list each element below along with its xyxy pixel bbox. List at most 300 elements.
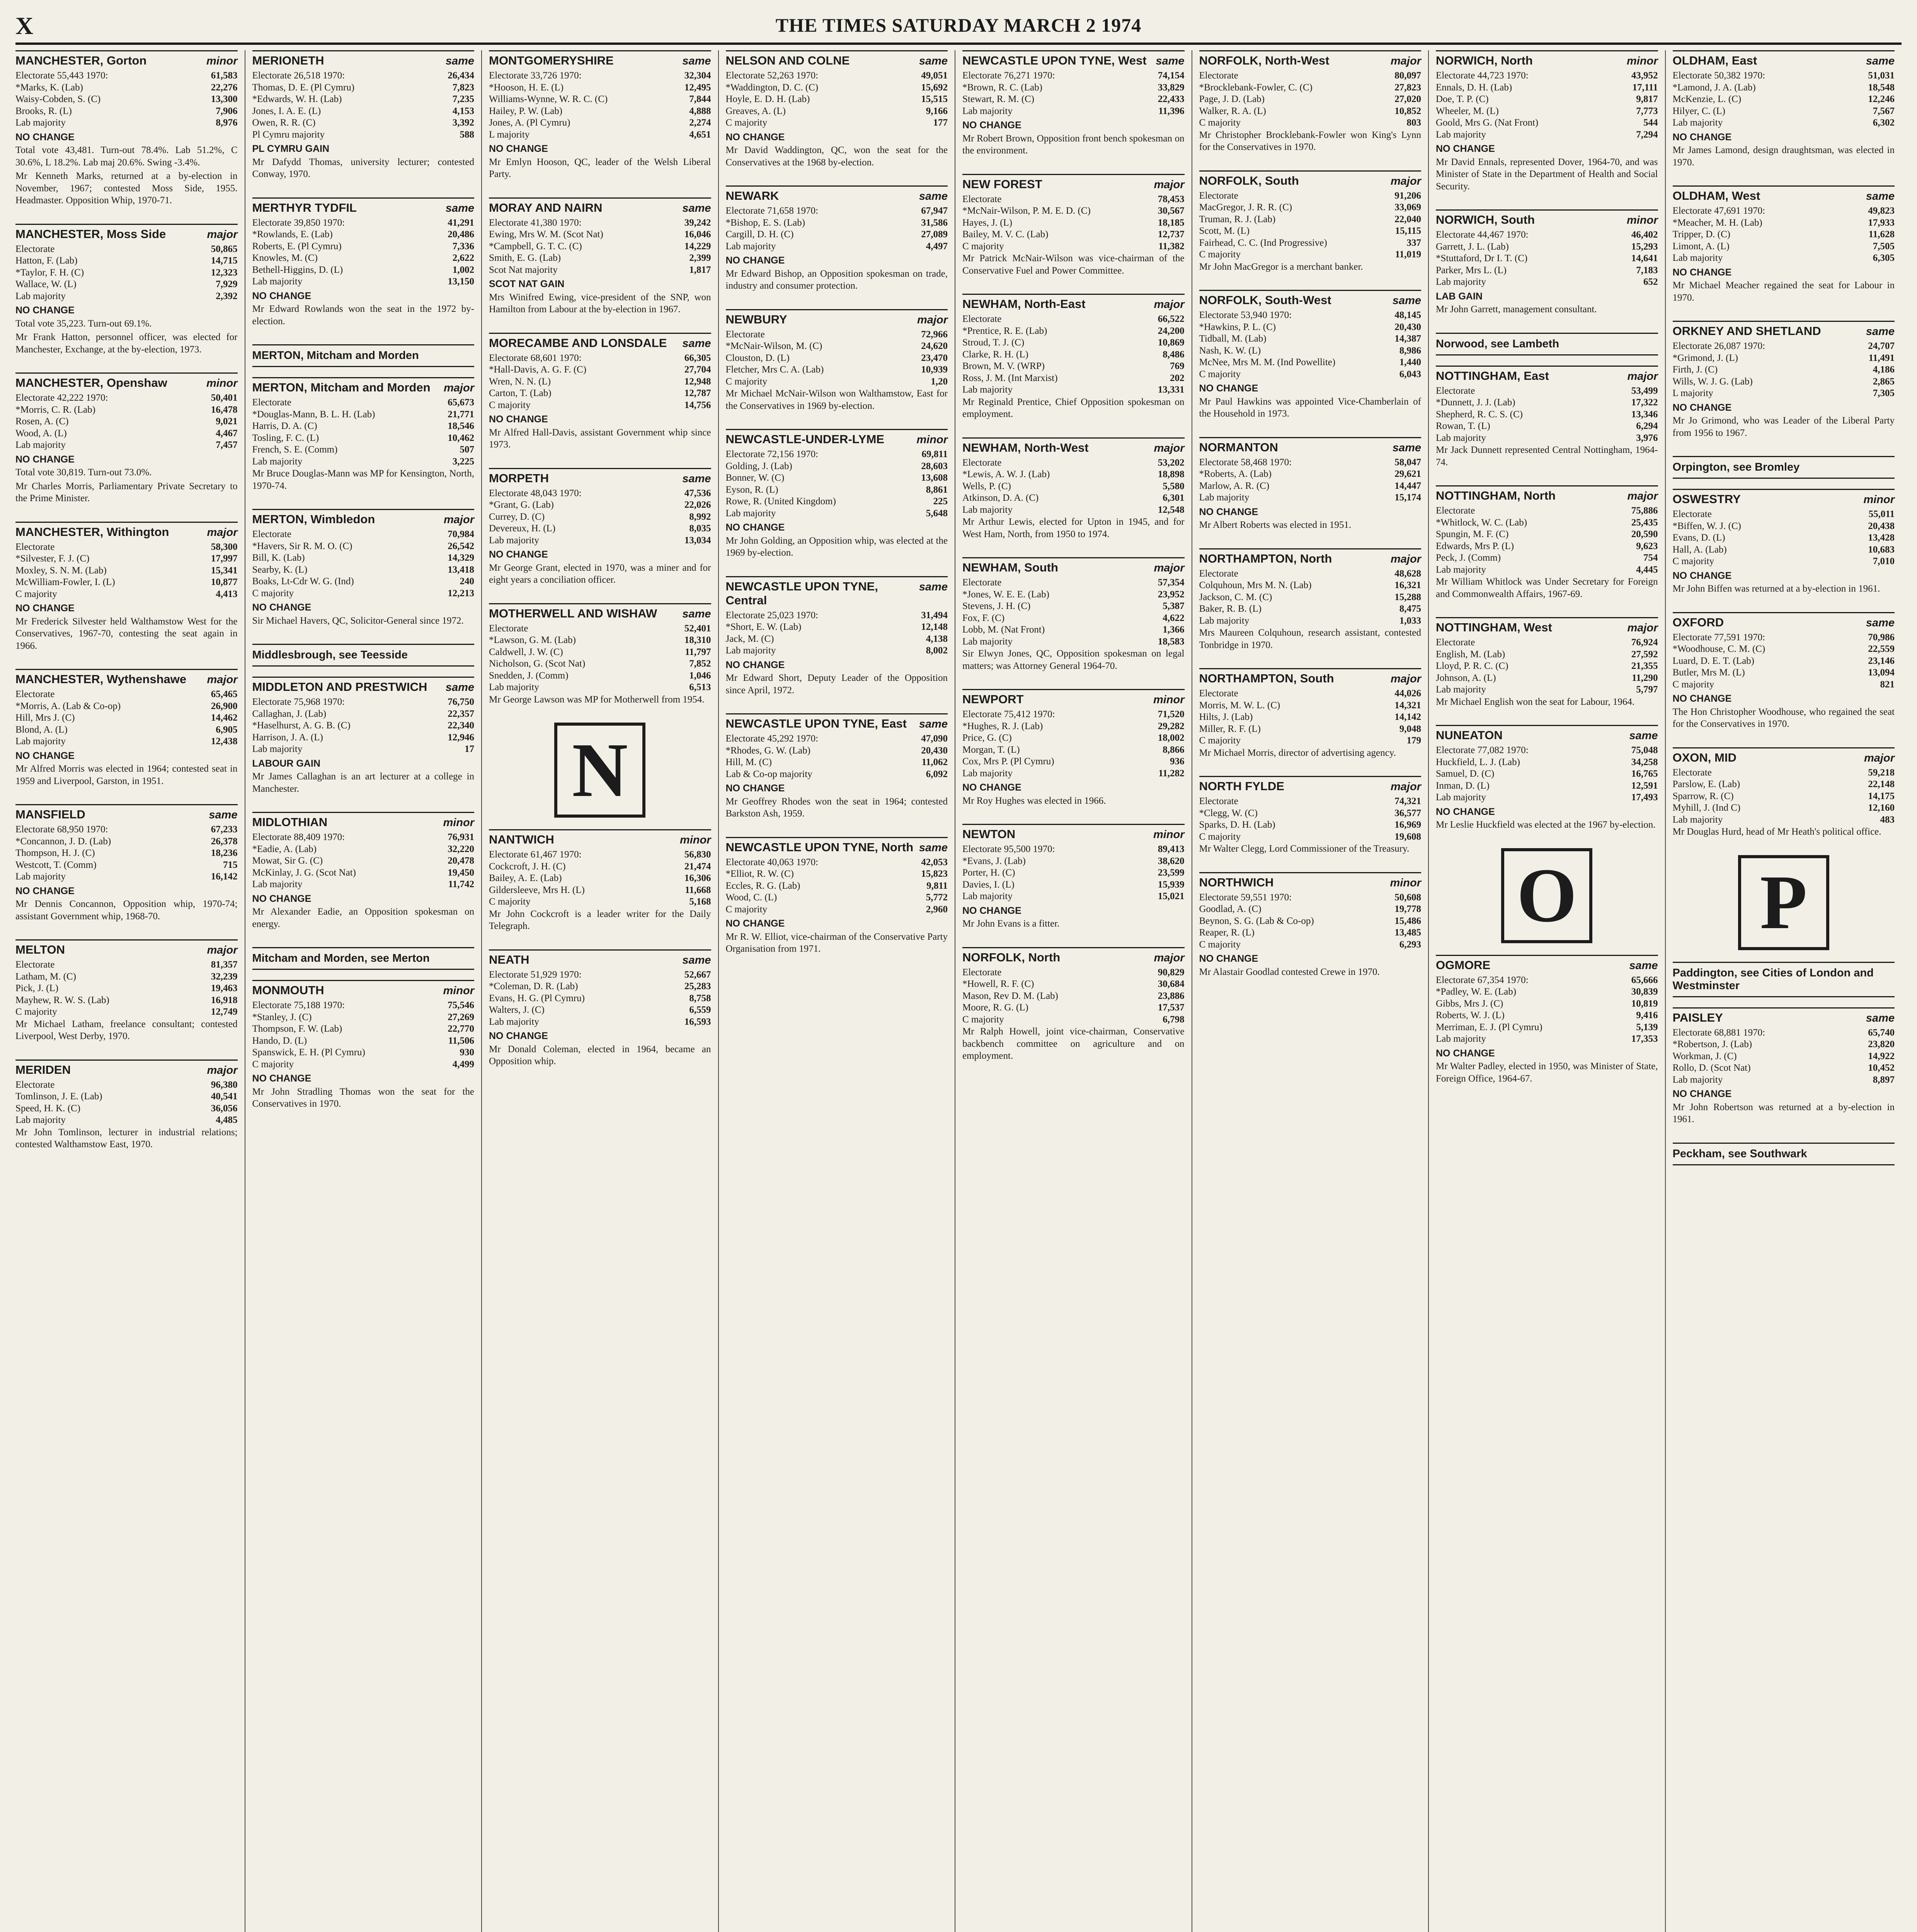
result-line (15, 243, 238, 255)
result-value: 3,392 (452, 117, 474, 128)
result-value: 58,300 (211, 541, 238, 552)
result-text: Mr Edward Short, Deputy Leader of the Opposition since April, 1972. (725, 673, 948, 696)
result-line (1436, 660, 1658, 672)
result-value: 89,413 (1158, 844, 1185, 854)
result-label: C majority (1199, 831, 1241, 842)
constituency-header (15, 939, 238, 957)
constituency-header (252, 980, 475, 997)
result-line (1436, 1022, 1658, 1034)
result-value: 11,062 (921, 757, 948, 767)
result-label: Electorate (962, 314, 1002, 324)
result-value: 81,357 (211, 959, 238, 970)
result-label: Eccles, R. G. (Lab) (725, 880, 800, 891)
result-value: 14,387 (1394, 333, 1421, 344)
result-line (252, 588, 475, 600)
constituency-body (15, 541, 238, 652)
result-line (1436, 529, 1658, 541)
result-line (962, 504, 1185, 516)
result-text: Mr Dennis Concannon, Opposition whip, 1970-74; assistant Government whip, 1968-70. (15, 899, 238, 922)
result-line (252, 832, 475, 844)
result-change: NO CHANGE (252, 290, 312, 301)
result-line (1673, 544, 1895, 556)
constituency-header (726, 837, 948, 854)
result-line (489, 884, 711, 896)
constituency-header (252, 509, 475, 526)
result-line (1199, 939, 1422, 951)
result-value: 42,053 (921, 857, 948, 867)
result-label: *Roberts, A. (Lab) (1199, 469, 1272, 479)
result-line (15, 577, 238, 588)
result-label: Lab majority (15, 1115, 66, 1125)
result-value: 18,310 (684, 635, 711, 645)
result-change: NO CHANGE (962, 905, 1021, 916)
result-line (726, 241, 948, 253)
result-value: 5,772 (926, 892, 948, 903)
result-value: 13,485 (1394, 927, 1421, 938)
result-label: Lab majority (962, 384, 1013, 395)
result-line (962, 978, 1185, 990)
result-label: Electorate (962, 457, 1002, 468)
constituency-entry (489, 333, 711, 451)
result-line (726, 461, 948, 473)
constituency-body (962, 844, 1185, 930)
result-line (962, 721, 1185, 733)
result-label: Electorate 75,412 1970: (962, 709, 1055, 719)
result-value: 6,294 (1636, 421, 1658, 431)
result-value: 19,608 (1394, 831, 1421, 842)
result-line (962, 589, 1185, 601)
constituency-body (726, 329, 948, 412)
result-label: Tidball, M. (Lab) (1199, 333, 1267, 344)
result-line (1436, 637, 1658, 649)
result-line (1673, 520, 1895, 532)
column-7 (1428, 50, 1665, 1932)
result-value: 7,010 (1873, 556, 1895, 566)
result-value: 96,380 (211, 1079, 238, 1090)
result-label: C majority (1199, 939, 1241, 950)
result-label: *Lewis, A. W. J. (Lab) (962, 469, 1050, 480)
constituency-entry (15, 939, 238, 1043)
result-line (962, 967, 1185, 979)
result-label: Bonner, W. (C) (725, 473, 785, 483)
constituency-entry (962, 689, 1185, 807)
result-label: Reaper, R. (L) (1199, 927, 1255, 938)
result-value: 6,301 (1163, 493, 1185, 503)
result-value: 14,462 (211, 713, 238, 723)
result-line (962, 372, 1185, 384)
change-status: major (1154, 442, 1185, 454)
result-line (962, 636, 1185, 648)
result-line (252, 541, 475, 553)
result-line (252, 276, 475, 288)
result-label: Hilyer, C. (L) (1672, 105, 1725, 116)
result-value: 11,742 (448, 879, 474, 889)
result-line (15, 279, 238, 291)
result-line (726, 449, 948, 461)
result-value: 26,900 (211, 701, 238, 711)
result-label: Electorate (15, 541, 55, 552)
result-value: 12,737 (1158, 229, 1185, 240)
result-value: 3,225 (452, 456, 474, 467)
constituency-header (15, 669, 238, 686)
result-value: 10,462 (448, 432, 474, 443)
result-label: Roberts, W. J. (L) (1436, 1010, 1505, 1020)
result-line (1436, 768, 1658, 780)
change-status: same (209, 809, 238, 821)
result-label: C majority (1199, 369, 1241, 379)
constituency-header (726, 50, 948, 68)
result-line (962, 879, 1185, 891)
result-change: NO CHANGE (489, 143, 548, 154)
result-line (15, 1103, 238, 1115)
result-line (489, 376, 711, 388)
constituency-entry (489, 829, 711, 932)
result-value: 1,366 (1163, 624, 1185, 635)
result-value: 14,447 (1394, 480, 1421, 491)
constituency-name: NORTHAMPTON, South (1199, 672, 1334, 685)
result-value: 11,382 (1158, 241, 1185, 252)
result-label: Greaves, A. (L) (725, 105, 786, 116)
result-line (15, 1079, 238, 1091)
result-value: 67,947 (921, 206, 948, 216)
result-label: C majority (962, 1014, 1004, 1025)
constituency-name: NEWHAM, North-East (962, 297, 1086, 311)
result-label: Atkinson, D. A. (C) (962, 493, 1039, 503)
result-line (726, 621, 948, 633)
constituency-header (15, 50, 238, 68)
result-line (1199, 105, 1422, 117)
result-value: 19,778 (1394, 904, 1421, 914)
result-label: Davies, I. (L) (962, 879, 1015, 890)
result-line (726, 904, 948, 916)
result-line (252, 117, 475, 129)
constituency-body (489, 849, 711, 932)
result-line (1673, 1027, 1895, 1039)
result-label: Merriman, E. J. (Pl Cymru) (1436, 1022, 1542, 1032)
result-line (252, 732, 475, 744)
result-label: Wills, W. J. G. (Lab) (1672, 376, 1753, 387)
result-value: 53,499 (1631, 385, 1658, 396)
result-label: Luard, D. E. T. (Lab) (1672, 655, 1754, 666)
result-line (489, 1004, 711, 1016)
constituency-name: MANCHESTER, Openshaw (15, 376, 167, 389)
result-value: 22,559 (1868, 644, 1895, 654)
result-label: Electorate 68,881 1970: (1672, 1027, 1765, 1038)
result-value: 225 (933, 496, 948, 507)
constituency-entry (726, 429, 948, 559)
constituency-entry (489, 949, 711, 1068)
constituency-header (1673, 1007, 1895, 1025)
constituency-body (1673, 767, 1895, 838)
constituency-name: NEWCASTLE UPON TYNE, West (962, 54, 1147, 67)
result-label: Hoyle, E. D. H. (Lab) (725, 94, 810, 104)
result-line (962, 844, 1185, 855)
result-value: 11,396 (1158, 105, 1185, 116)
change-status: major (1391, 175, 1421, 187)
result-line (252, 552, 475, 564)
constituency-body (1673, 205, 1895, 304)
result-label: Electorate 53,940 1970: (1199, 310, 1292, 320)
result-label: *Coleman, D. R. (Lab) (489, 981, 578, 992)
constituency-body (962, 577, 1185, 672)
result-label: *Biffen, W. J. (C) (1672, 520, 1741, 531)
result-label: Ennals, D. H. (Lab) (1436, 82, 1512, 93)
result-change: NO CHANGE (725, 783, 785, 794)
constituency-body (1199, 310, 1422, 420)
result-line (962, 867, 1185, 879)
result-value: 31,494 (921, 610, 948, 621)
result-line (1199, 927, 1422, 939)
constituency-entry (962, 557, 1185, 672)
result-line (15, 392, 238, 404)
result-text: Mr Walter Padley, elected in 1950, was Minister of State, Foreign Office, 1964-67. (1436, 1061, 1658, 1084)
result-label: Lab majority (1436, 684, 1486, 695)
result-value: 65,666 (1631, 975, 1658, 985)
constituency-entry (726, 576, 948, 697)
result-label: Tosling, F. C. (L) (252, 432, 319, 443)
change-status: major (207, 1064, 238, 1077)
constituency-header (252, 50, 475, 68)
result-label: McWilliam-Fowler, I. (L) (15, 577, 115, 587)
result-label: Lab majority (489, 1016, 539, 1027)
result-line (1436, 998, 1658, 1010)
result-line (489, 535, 711, 547)
constituency-entry (1199, 872, 1422, 978)
result-line (15, 267, 238, 279)
result-line (252, 564, 475, 576)
result-line (1673, 217, 1895, 229)
result-value: 240 (460, 576, 474, 587)
result-value: 20,590 (1631, 529, 1658, 539)
result-line (726, 484, 948, 496)
result-line (1673, 814, 1895, 826)
constituency-name: NEATH (489, 952, 529, 966)
result-value: 22,340 (448, 720, 474, 731)
result-value: 14,922 (1868, 1051, 1895, 1061)
result-line (1436, 105, 1658, 117)
result-line (1673, 643, 1895, 655)
result-line (1673, 117, 1895, 129)
result-line (1673, 229, 1895, 241)
result-value: 46,402 (1631, 230, 1658, 240)
result-label: Pick, J. (L) (15, 983, 59, 993)
result-line (489, 682, 711, 694)
result-value: 754 (1643, 553, 1658, 563)
result-change: NO CHANGE (725, 659, 785, 670)
result-line (1436, 541, 1658, 553)
result-value: 65,465 (211, 689, 238, 699)
change-status: major (1391, 673, 1421, 685)
result-label: Electorate 42,222 1970: (15, 393, 108, 403)
result-text: Mr Michael Latham, freelance consultant; contested Liverpool, West Derby, 1970. (15, 1019, 238, 1041)
result-label: McKenzie, L. (C) (1672, 94, 1742, 104)
result-line (15, 553, 238, 565)
result-label: C majority (962, 241, 1004, 252)
result-text: Mr Patrick McNair-Wilson was vice-chairman of the Conservative Fuel and Power Committee. (962, 253, 1185, 276)
result-label: Electorate 26,518 1970: (252, 70, 345, 81)
result-label: Electorate 68,950 1970: (15, 824, 108, 835)
result-line (489, 364, 711, 376)
result-text: Mr Dafydd Thomas, university lecturer; contested Conway, 1970. (252, 156, 474, 179)
result-value: 70,986 (1868, 632, 1895, 643)
result-label: Stevens, J. H. (C) (962, 601, 1031, 611)
constituency-name: NEWCASTLE UPON TYNE, North (725, 840, 914, 854)
constituency-body (252, 529, 475, 627)
constituency-body (252, 70, 475, 180)
result-text: Mr Paul Hawkins was appointed Vice-Chamberlain of the Household in 1973. (1199, 396, 1421, 419)
change-status: major (917, 313, 948, 326)
result-label: Electorate 44,467 1970: (1436, 230, 1529, 240)
result-line (252, 82, 475, 94)
result-line (489, 388, 711, 400)
constituency-entry (962, 174, 1185, 277)
result-value: 10,939 (921, 364, 948, 375)
result-label: Lab & Co-op majority (725, 769, 812, 779)
result-line (726, 880, 948, 892)
result-line (1673, 632, 1895, 644)
constituency-name: MERTHYR TYDFIL (252, 201, 357, 214)
constituency-header (1436, 485, 1658, 503)
result-value: 50,865 (211, 243, 238, 254)
results-columns (15, 50, 1902, 1932)
result-label: Callaghan, J. (Lab) (252, 708, 327, 719)
constituency-body (252, 1000, 475, 1110)
constituency-body (726, 205, 948, 292)
result-value: 18,548 (1868, 82, 1895, 93)
result-change: NO CHANGE (962, 782, 1021, 793)
change-status: major (444, 382, 474, 394)
result-label: McKinlay, J. G. (Scot Nat) (252, 867, 356, 878)
constituency-body (962, 967, 1185, 1062)
result-value: 8,035 (689, 523, 711, 534)
constituency-body (726, 610, 948, 697)
constituency-header (1673, 185, 1895, 203)
result-value: 22,770 (448, 1024, 474, 1034)
result-value: 40,541 (211, 1091, 238, 1102)
result-value: 23,952 (1158, 589, 1185, 600)
result-line (489, 217, 711, 229)
result-line (726, 610, 948, 622)
change-status: same (445, 55, 474, 67)
result-line (252, 252, 475, 264)
result-line (489, 400, 711, 412)
result-label: *Marks, K. (Lab) (15, 82, 83, 93)
result-change: NO CHANGE (1199, 506, 1258, 517)
constituency-name: NOTTINGHAM, East (1436, 369, 1549, 383)
result-line (1673, 94, 1895, 105)
constituency-body (252, 696, 475, 795)
result-text: Mr John Stradling Thomas won the seat for the Conservatives in 1970. (252, 1086, 474, 1109)
result-line (1199, 117, 1422, 129)
result-label: Carton, T. (Lab) (489, 388, 552, 398)
constituency-header (1436, 209, 1658, 227)
constituency-entry (1673, 185, 1895, 304)
result-line (962, 94, 1185, 105)
result-label: Electorate (1672, 767, 1712, 778)
constituency-entry (1436, 617, 1658, 708)
result-label: Beynon, S. G. (Lab & Co-op) (1199, 915, 1314, 926)
result-value: 12,438 (211, 736, 238, 747)
constituency-entry (1673, 612, 1895, 730)
result-label: Bill, K. (Lab) (252, 553, 305, 563)
result-label: C majority (1199, 117, 1241, 128)
result-value: 19,450 (448, 867, 474, 878)
constituency-entry (252, 677, 475, 795)
constituency-entry (1673, 50, 1895, 168)
result-label: Firth, J. (C) (1672, 364, 1718, 375)
result-value: 202 (1170, 372, 1185, 383)
result-label: Wheeler, M. (L) (1436, 105, 1499, 116)
result-line (1673, 252, 1895, 264)
result-value: 76,750 (448, 697, 474, 707)
result-change: NO CHANGE (1436, 806, 1495, 817)
cross-reference: Norwood, see Lambeth (1436, 333, 1658, 355)
result-line (489, 82, 711, 94)
result-value: 936 (1170, 756, 1185, 767)
result-label: *Brown, R. C. (Lab) (962, 82, 1042, 93)
result-line (962, 709, 1185, 721)
constituency-body (962, 194, 1185, 277)
result-value: 72,966 (921, 329, 948, 340)
constituency-name: MANSFIELD (15, 808, 85, 821)
constituency-entry (1199, 50, 1422, 153)
constituency-name: MERTON, Wimbledon (252, 512, 375, 526)
constituency-header (1199, 50, 1422, 68)
result-label: Caldwell, J. W. (C) (489, 646, 563, 657)
result-value: 76,924 (1631, 637, 1658, 648)
result-label: French, S. E. (Comm) (252, 444, 338, 455)
result-label: Brown, M. V. (WRP) (962, 361, 1045, 371)
constituency-header (1673, 612, 1895, 629)
constituency-body (489, 217, 711, 316)
result-label: Electorate (1199, 688, 1238, 699)
result-line (252, 217, 475, 229)
result-line (726, 496, 948, 508)
result-line (1673, 205, 1895, 217)
result-line (1436, 564, 1658, 576)
result-value: 7,183 (1636, 265, 1658, 276)
constituency-body (1436, 637, 1658, 708)
constituency-name: NEW FOREST (962, 177, 1042, 191)
result-label: *Edwards, W. H. (Lab) (252, 94, 342, 104)
result-value: 74,154 (1158, 70, 1185, 81)
result-value: 12,787 (684, 388, 711, 398)
constituency-body (1436, 70, 1658, 192)
result-value: 16,765 (1631, 769, 1658, 779)
result-label: Electorate 68,601 1970: (489, 352, 582, 363)
result-line (1436, 409, 1658, 421)
result-label: *Havers, Sir R. M. O. (C) (252, 541, 352, 551)
constituency-body (1199, 190, 1422, 273)
result-line (1436, 253, 1658, 265)
result-label: Miller, R. F. (L) (1199, 723, 1261, 734)
result-value: 9,048 (1399, 723, 1421, 734)
result-label: Electorate 76,271 1970: (962, 70, 1055, 81)
constituency-header (15, 372, 238, 390)
change-status: major (1154, 562, 1185, 574)
result-text: Mr Walter Clegg, Lord Commissioner of the Treasury. (1199, 844, 1410, 854)
constituency-entry (726, 713, 948, 820)
result-change: NO CHANGE (1672, 693, 1732, 704)
change-status: minor (443, 985, 474, 997)
result-label: Electorate 88,409 1970: (252, 832, 345, 842)
change-status: minor (679, 834, 711, 846)
constituency-header (1673, 747, 1895, 765)
result-value: 32,220 (448, 844, 474, 854)
result-text: Mr John Garrett, management consultant. (1436, 304, 1597, 315)
result-line (252, 1059, 475, 1071)
result-label: Electorate 59,551 1970: (1199, 892, 1292, 903)
